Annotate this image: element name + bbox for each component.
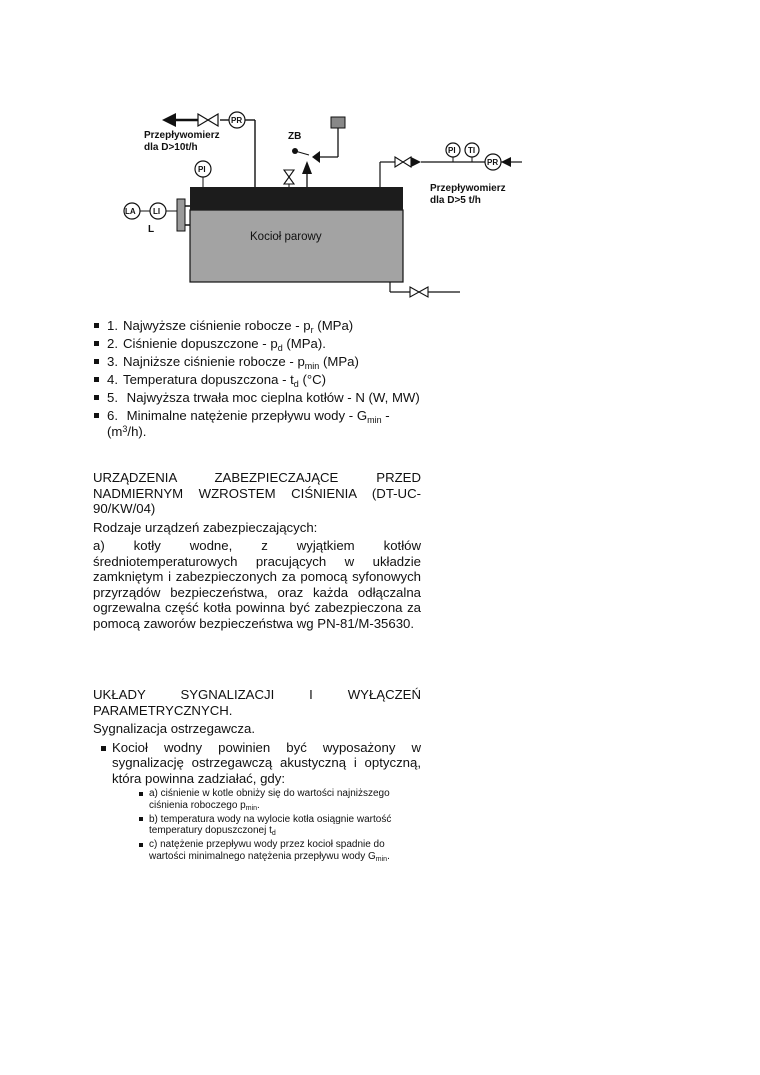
svg-text:LI: LI	[153, 207, 161, 216]
boiler-diagram	[90, 95, 530, 310]
parameter-number: 1.	[107, 318, 118, 333]
parameter-subscript: r	[310, 325, 314, 335]
parameter-number: 5.	[107, 390, 118, 405]
blowdown-valve	[410, 287, 419, 297]
section2-heading-line1: UKŁADY SYGNALIZACJI I WYŁĄCZEŃ	[93, 687, 421, 702]
alarm-intro: Kocioł wodny powinien być wyposażony w sygnalizację ostrzegawczą akustyczną i optyczną, która powinna zadziałać, gdy:	[112, 739, 421, 786]
parameter-text: Ciśnienie dopuszczone - p	[123, 336, 278, 351]
svg-text:TI: TI	[468, 146, 476, 155]
section1-heading-line2: NADMIERNYM WZROSTEM CIŚNIENIA (DT-UC-	[93, 485, 421, 501]
safety-valve	[302, 161, 312, 174]
parameter-number: 6.	[107, 408, 118, 423]
parameter-number: 3.	[107, 354, 118, 369]
alarm-condition-subscript: min	[375, 855, 388, 863]
svg-text:PR: PR	[487, 158, 499, 167]
parameter-item	[93, 336, 421, 352]
alarm-condition-item	[112, 788, 421, 811]
parameter-text: Temperatura dopuszczona - t	[123, 372, 294, 387]
parameter-unit: - (m	[107, 408, 390, 439]
section1-body: a) kotły wodne, z wyjątkiem kotłów średniotemperaturowych pracujących w układzie zamkniętym i zabezpieczonych za pomocą syfonowych przyrządów bezpieczeństwa, oraz każda odłączalna ogrzewalna część kotła powinna być zabezpieczona za pomocą zaworów bezpieczeństwa wg PN-81/M-35630.	[93, 538, 421, 631]
section2-heading-line2: PARAMETRYCZNYCH.	[93, 702, 233, 718]
alarm-condition-text: a) ciśnienie w kotle obniży się do wartości najniższego ciśnienia roboczego p	[149, 788, 390, 811]
parameter-subscript: d	[277, 343, 283, 353]
top-valve	[284, 170, 294, 177]
section1-subtitle: Rodzaje urządzeń zabezpieczających:	[93, 519, 318, 535]
flowmeter-left-line2: dla D>10t/h	[144, 142, 198, 153]
svg-text:PI: PI	[448, 146, 456, 155]
alarm-condition-end: .	[387, 850, 390, 862]
flowmeter-right-line1: Przepływomierz	[430, 183, 506, 194]
alarm-intro-item	[93, 740, 421, 863]
alarm-condition-item	[112, 839, 421, 862]
flowmeter-left-line1: Przepływomierz	[144, 130, 220, 141]
parameter-number: 4.	[107, 372, 118, 387]
parameter-item	[93, 408, 421, 439]
svg-text:PR: PR	[231, 116, 243, 125]
feed-valve	[395, 157, 403, 167]
parameter-subscript: min	[367, 415, 382, 425]
parameter-item	[93, 390, 421, 406]
parameter-subscript: d	[293, 379, 299, 389]
level-gauge	[177, 199, 185, 231]
parameter-text: Minimalne natężenie przepływu wody - G	[123, 408, 368, 423]
parameter-unit: (MPa)	[319, 354, 359, 369]
parameter-text: Najwyższe ciśnienie robocze - p	[123, 318, 311, 333]
alarm-condition-subscript: min	[245, 804, 258, 812]
alarm-conditions	[112, 788, 421, 862]
alarm-condition-text: b) temperatura wody na wylocie kotła osiągnie wartość temperatury dopuszczonej t	[149, 813, 392, 836]
parameter-list-block	[93, 318, 421, 442]
parameter-superscript: 3	[122, 423, 128, 434]
alarm-list	[93, 740, 421, 863]
steam-valve	[198, 114, 208, 126]
parameter-text: Najniższe ciśnienie robocze - p	[123, 354, 305, 369]
parameter-unit-end: /h).	[127, 423, 147, 439]
boiler-tank-body	[190, 210, 403, 282]
check-valve	[411, 157, 421, 167]
parameter-unit: (°C)	[298, 372, 327, 387]
svg-text:LA: LA	[125, 207, 136, 216]
parameter-item	[93, 354, 421, 370]
boiler-steam-space	[190, 187, 403, 210]
feed-inlet-arrow	[501, 157, 511, 167]
tank-label: Kocioł parowy	[250, 231, 322, 243]
section1-heading-line3: 90/KW/04)	[93, 501, 156, 516]
section-signalling	[93, 687, 421, 865]
flowmeter-right-line2: dla D>5 t/h	[430, 195, 481, 206]
zb-label: ZB	[288, 131, 302, 142]
parameter-text: Najwyższa trwała moc cieplna kotłów - N (W, MW)	[123, 390, 420, 405]
steam-outlet-arrow	[162, 113, 176, 127]
parameter-subscript: min	[304, 361, 320, 371]
level-label: L	[148, 224, 155, 235]
section-safety-devices	[93, 470, 421, 631]
alarm-condition-end: .	[257, 799, 260, 811]
parameter-number: 2.	[107, 336, 118, 351]
alarm-condition-text: c) natężenie przepływu wody przez kocioł spadnie do wartości minimalnego natężenia przepływu wody G	[149, 839, 385, 862]
section1-heading-line1: URZĄDZENIA ZABEZPIECZAJĄCE PRZED	[93, 470, 421, 485]
parameter-unit: (MPa).	[282, 336, 326, 351]
svg-text:PI: PI	[198, 165, 206, 174]
parameter-item	[93, 318, 421, 334]
parameter-unit: (MPa)	[313, 318, 354, 333]
alarm-condition-item	[112, 814, 421, 837]
alarm-condition-subscript: d	[271, 830, 276, 837]
parameter-item	[93, 372, 421, 388]
safety-vent-box	[331, 117, 345, 128]
parameter-list	[93, 318, 421, 439]
section2-subtitle: Sygnalizacja ostrzegawcza.	[93, 721, 255, 736]
